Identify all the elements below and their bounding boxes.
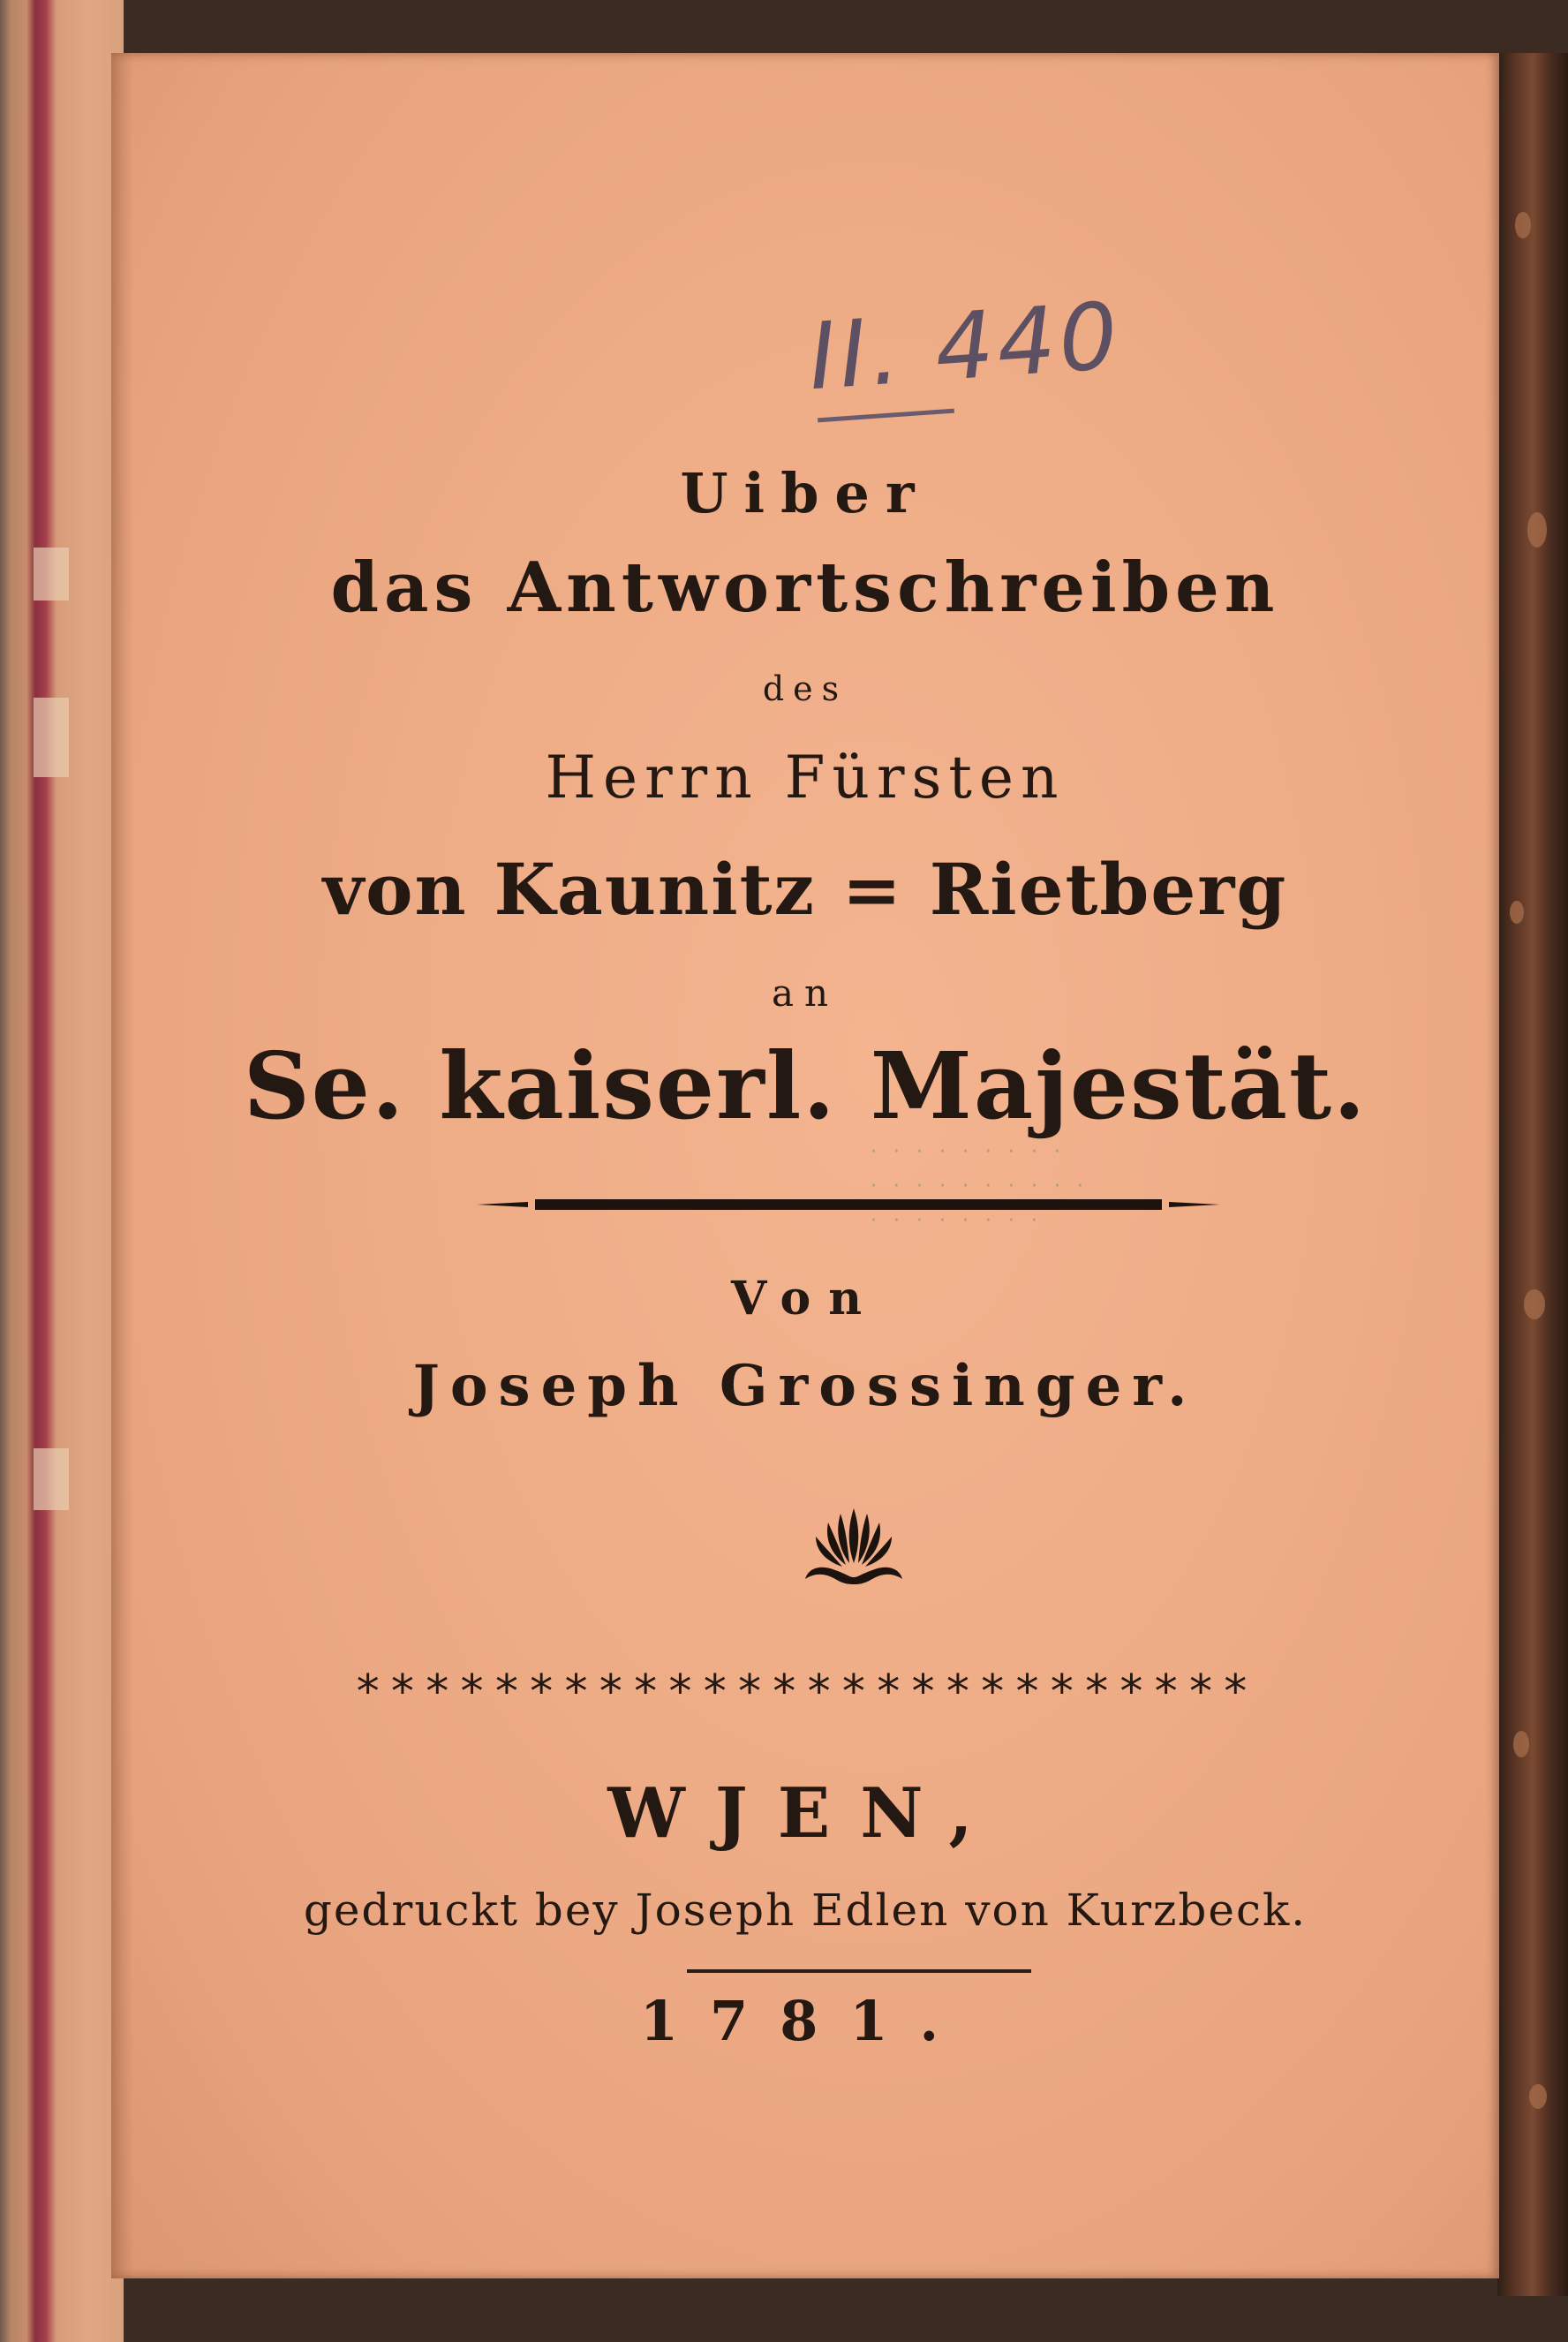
imprint-city: WJEN, <box>607 1773 1003 1854</box>
title-line-herrn-fuersten: Herrn Fürsten <box>545 744 1066 812</box>
title-line-des: des <box>762 669 848 708</box>
marble-speck <box>1510 901 1524 924</box>
spine-tear <box>34 548 69 601</box>
short-rule <box>687 1969 1031 1973</box>
decorative-rule <box>535 1199 1162 1210</box>
spine-tear <box>34 1448 69 1510</box>
imprint-year: 1781. <box>639 1989 971 2053</box>
marble-speck <box>1513 1731 1529 1757</box>
author-by: Von <box>730 1272 880 1326</box>
marble-speck <box>1515 212 1531 238</box>
imprint-printer: gedruckt bey Joseph Edlen von Kurzbeck. <box>303 1885 1308 1936</box>
pencil-shelfmark: II. 440 <box>805 281 1125 412</box>
marble-speck <box>1527 512 1547 548</box>
author-name: Joseph Grossinger. <box>412 1353 1198 1419</box>
marble-speck <box>1529 2084 1547 2109</box>
book-spine-edge <box>0 0 124 2342</box>
marbled-board-edge <box>1497 53 1568 2296</box>
title-line-antwortschreiben: das Antwortschreiben <box>330 548 1280 628</box>
faded-library-stamp: · · · · · · · · · · · · · · · · · · · · · · · · · · · <box>871 1141 1089 1232</box>
title-line-uiber: Uiber <box>680 461 931 525</box>
asterisk-rule: ************************** <box>354 1666 1256 1719</box>
spine-tear <box>34 698 69 777</box>
page <box>111 53 1499 2278</box>
marble-speck <box>1524 1289 1545 1319</box>
title-line-an: an <box>771 971 840 1015</box>
rule-left-tip <box>477 1202 528 1207</box>
page-gutter-shadow <box>111 53 134 2278</box>
palmette-ornament-icon <box>796 1501 911 1590</box>
title-line-kaunitz-rietberg: von Kaunitz = Rietberg <box>322 848 1288 931</box>
title-line-majestaet: Se. kaiserl. Majestät. <box>243 1031 1368 1140</box>
